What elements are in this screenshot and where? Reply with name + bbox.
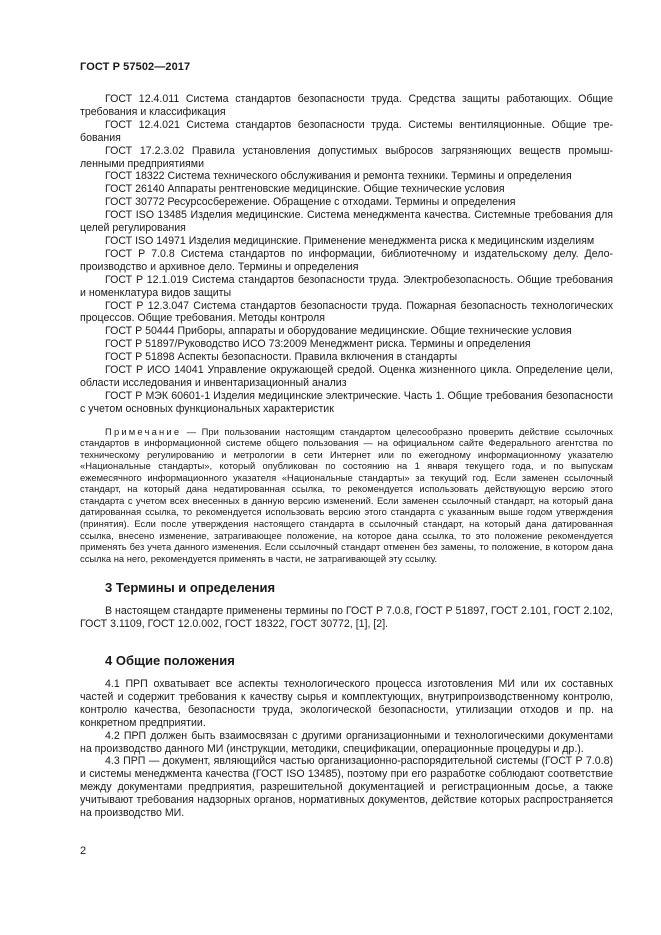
reference-item: ГОСТ Р 12.1.019 Система стандартов безопасности труда. Электробезопасность. Общие требования и номенклатура видов защиты xyxy=(80,273,613,299)
reference-item: ГОСТ Р 51898 Аспекты безопасности. Правила включения в стандарты xyxy=(105,351,458,364)
page-number: 2 xyxy=(80,845,87,857)
section-4-title: 4 Общие положения xyxy=(105,653,235,669)
reference-item: ГОСТ 26140 Аппараты рентгеновские медицинские. Общие технические условия xyxy=(105,183,505,196)
note-paragraph xyxy=(80,426,613,565)
section-3-title: 3 Термины и определения xyxy=(105,580,276,596)
section-4-paragraph: 4.3 ПРП — документ, являющийся частью организационно-распорядительной системы (ГОСТ Р 7.0.8) и системы менеджмента качества (ГОСТ ISO 13485), поэтому при его разработке соблюдают соответствие между документами предприятия, разрешительной документацией и регистрационным досье, а также учитывают требования надзорных органов, нормативных документов, действие которых распространяется на производство МИ. xyxy=(80,755,613,820)
reference-item: ГОСТ Р 12.3.047 Система стандартов безопасности труда. Пожарная безопасность технологических процессов. Общие требования. Методы контроля xyxy=(80,299,613,325)
reference-item: ГОСТ 17.2.3.02 Правила установления допустимых выбросов загрязняющих веществ промышленными предприятиями xyxy=(80,144,613,170)
page-content xyxy=(80,93,613,820)
section-4-paragraph: 4.1 ПРП охватывает все аспекты технологического процесса изготовления МИ или их составных частей и содержит требования к качеству сырья и комплектующих, внутрипроизводственному контролю, контролю качества, безопасности труда, экологической безопасности, утилизации отходов и пр. на конкретном предприятии. xyxy=(80,678,613,729)
reference-item: ГОСТ 12.4.011 Система стандартов безопасности труда. Средства защиты работающих. Общие требования и классификация xyxy=(80,93,613,118)
section-4-paragraph: 4.2 ПРП должен быть взаимосвязан с другими организационными и технологическими документами на производство данного МИ (инструкции, методики, спецификации, операционные процедуры и др.). xyxy=(80,729,613,755)
page-header: ГОСТ Р 57502—2017 xyxy=(80,61,191,73)
note-label: Примечание xyxy=(105,425,182,437)
reference-item: ГОСТ 18322 Система технического обслуживания и ремонта техники. Термины и определения xyxy=(105,170,572,183)
reference-item: ГОСТ 30772 Ресурсосбережение. Обращение с отходами. Термины и определения xyxy=(105,196,516,209)
reference-item: ГОСТ ISO 14971 Изделия медицинские. Применение менеджмента риска к медицинским изделиям xyxy=(105,234,595,247)
section-3-text: В настоящем стандарте применены термины по ГОСТ Р 7.0.8, ГОСТ Р 51897, ГОСТ 2.101, ГОСТ 2.102, ГОСТ 3.1109, ГОСТ 12.0.002, ГОСТ 18322, ГОСТ 30772, [1], [2]. xyxy=(80,605,613,631)
reference-item: ГОСТ Р МЭК 60601-1 Изделия медицинские электрические. Часть 1. Общие требования безопасности с учетом основных функциональных характеристик xyxy=(80,389,613,415)
references-list xyxy=(80,93,613,416)
reference-item: ГОСТ Р 7.0.8 Система стандартов по информации, библиотечному и издательскому делу. Делопроизводство и архивное дело. Термины и определения xyxy=(80,247,613,273)
note-text: — При пользовании настоящим стандартом целесообразно проверить действие ссылочных стандартов в информационной системе общего пользования — на официальном сайте Федерального агентства по техническому регулированию и метрологии в сети Интернет или по ежегодному информационному указателю «Национальные стандарты», который опубликован по состоянию на 1 января текущего года, и по выпускам ежемесячного информационного указателя «Национальные стандарты» за текущий год. Если заменен ссылочный стандарт, на который дана недатированная ссылка, то рекомендуется использовать действующую версию этого стандарта с учетом всех внесенных в данную версию изменений. Если заменен ссылочный стандарт, на который дана датированная ссылка, то рекомендуется использовать версию этого стандарта с указанным выше годом утверждения (принятия). Если после утверждения настоящего стандарта в ссылочный стандарт, на который дана датированная ссылка, внесено изменение, затрагивающее положение, на которое дана ссылка, то это положение рекомендуется применять без учета данного изменения. Если ссылочный стандарт отменен без замены, то положение, в котором дана ссылка на него, рекомендуется применять в части, не затрагивающей эту ссылку. xyxy=(80,425,613,564)
reference-item: ГОСТ 12.4.021 Система стандартов безопасности труда. Системы вентиляционные. Общие требования xyxy=(80,118,613,144)
reference-item: ГОСТ ISO 13485 Изделия медицинские. Система менеджмента качества. Системные требования для целей регулирования xyxy=(80,209,613,235)
reference-item: ГОСТ Р ИСО 14041 Управление окружающей средой. Оценка жизненного цикла. Определение цели, области исследования и инвентаризационный анализ xyxy=(80,364,613,389)
reference-item: ГОСТ Р 50444 Приборы, аппараты и оборудование медицинские. Общие технические условия xyxy=(105,325,572,338)
reference-item: ГОСТ Р 51897/Руководство ИСО 73:2009 Менеджмент риска. Термины и определения xyxy=(105,338,531,351)
